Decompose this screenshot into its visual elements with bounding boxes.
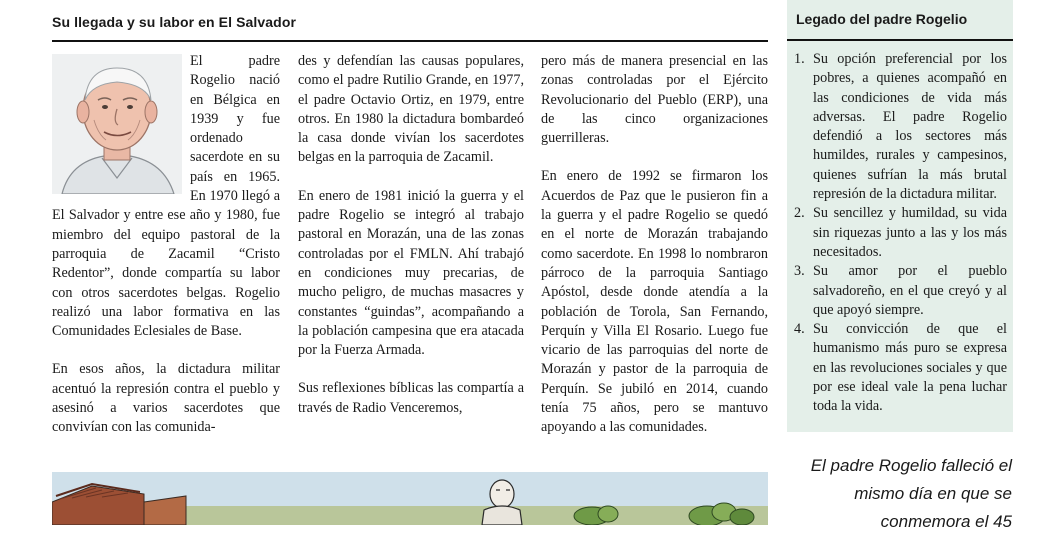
article-column-1 <box>52 52 280 438</box>
list-item <box>794 262 1007 320</box>
list-item-number: 4. <box>794 321 805 338</box>
pull-quote: El padre Rogelio falleció el mismo día en que se conmemora el 45 <box>810 456 1012 531</box>
col3-paragraph-1: pero más de manera presencial en las zonas controladas por el Ejército Revolucionario del Pueblo (ERP), una de las cinco organizaciones guerrilleras. <box>541 53 768 147</box>
col1-paragraph-1: El padre Rogelio nació en Bélgica en 1939 y fue ordenado sacerdote en su país en 1965. En 1970 llegó a El Salvador y entre ese año y 1980, fue miembro del equipo pastoral de la parroquia de Zacamil “Cristo Redentor”, donde compartía su labor con otros sacerdotes belgas. Rogelio realizó una labor formativa en las Comunidades Eclesiales de Base. <box>52 53 280 340</box>
col2-paragraph-2: En enero de 1981 inició la guerra y el padre Rogelio se integró al trabajo pastoral en Morazán, una de las zonas controladas por el FMLN. Ahí trabajó en condiciones muy precarias, de mucho peligro, de muchas masacres y constantes “guindas”, acompañando a la población campesina que era atacada por la Fuerza Armada. <box>298 187 524 359</box>
col3-paragraph-2: En enero de 1992 se firmaron los Acuerdos de Paz que le pusieron fin a la guerra y el padre Rogelio se quedó en el norte de Morazán trabajando como sacerdote. En 1998 lo nombraron párroco de la parroquia Santiago Apóstol, desde donde atendía a la población de Torola, San Fernando, Perquín y Villa El Rosario. Luego fue vicario de las parroquias del norte de Morazán y pastor de la parroquia de Perquín. Se jubiló en 2014, cuando tenía 75 años, pero se mantuvo apoyando a las comunidades. <box>541 168 768 436</box>
col1-paragraph-2: En esos años, la dictadura militar acentuó la represión contra el pueblo y asesinó a varios sacerdotes que convivían con las comunida- <box>52 361 280 436</box>
section-divider <box>52 40 768 42</box>
village-illustration <box>52 472 768 525</box>
list-item-text: Su sencillez y humildad, su vida sin riquezas junto a las y los más necesitados. <box>813 205 1007 260</box>
col2-paragraph-3: Sus reflexiones bíblicas las compartía a través de Radio Venceremos, <box>298 380 524 416</box>
list-item <box>794 320 1007 416</box>
list-item <box>794 204 1007 262</box>
col2-paragraph-1: des y defendían las causas populares, como el padre Rutilio Grande, en 1977, el padre Octavio Ortiz, en 1979, entre otros. En 1980 la dictadura bombardeó la casa donde vivían los sacerdotes belgas en la parroquia de Zacamil. <box>298 53 524 166</box>
list-item-text: Su convicción de que el humanismo más puro se expresa en las revoluciones sociales y que por ese ideal vale la pena luchar toda la vida. <box>813 321 1007 415</box>
article-column-2 <box>298 52 524 418</box>
article-column-3 <box>541 52 768 438</box>
list-item-number: 2. <box>794 205 805 222</box>
sidebar-title: Legado del padre Rogelio <box>796 11 968 27</box>
legacy-sidebar <box>787 0 1013 432</box>
list-item <box>794 50 1007 204</box>
portrait-image <box>52 54 182 194</box>
section-title: Su llegada y su labor en El Salvador <box>52 14 297 30</box>
list-item-number: 3. <box>794 263 805 280</box>
list-item-number: 1. <box>794 51 805 67</box>
sidebar-divider <box>787 39 1013 41</box>
legacy-list <box>794 50 1007 417</box>
list-item-text: Su amor por el pueblo salvadoreño, en el que creyó y al que apoyó siempre. <box>813 263 1007 318</box>
list-item-text: Su opción preferencial por los pobres, a quienes acompañó en las condiciones de vida más adversas. El padre Rogelio defendió a los sectores más humildes, rurales y campesinos, quienes sufrían la más brutal represión de la dictadura militar. <box>813 51 1007 203</box>
